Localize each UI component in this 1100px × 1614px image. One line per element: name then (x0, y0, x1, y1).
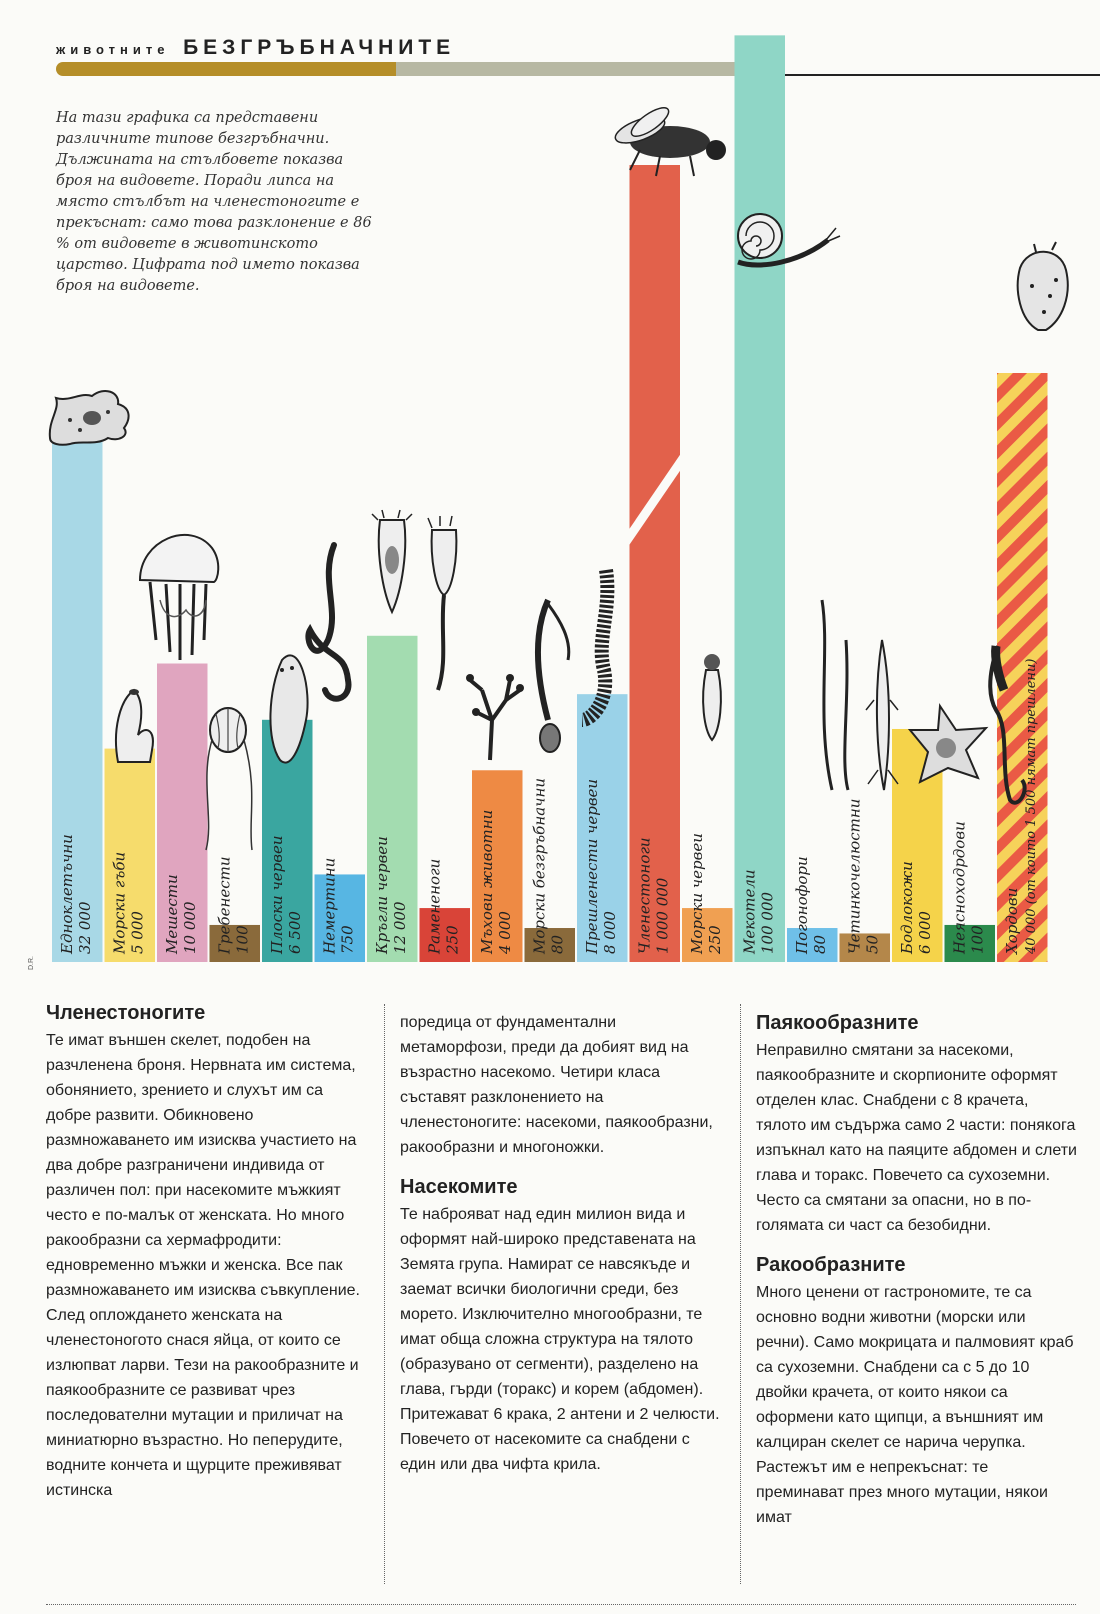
text-column-1 (46, 1000, 368, 1517)
value-label-0: 32 000 (76, 901, 94, 954)
brachiopod-icon (428, 516, 456, 690)
category-label-18: Хордови (1003, 887, 1021, 954)
jellyfish-icon (140, 535, 218, 660)
category-label-6: Кръгли червеи (373, 836, 391, 954)
sponge-icon (116, 689, 153, 762)
category-label-7: Рамененоги (425, 858, 444, 954)
image-credit: D.R. (28, 956, 35, 970)
category-label-5: Немертини (320, 857, 339, 954)
section-label: животните (56, 42, 170, 57)
bar-18 (997, 373, 1048, 962)
category-label-0: Едноклетъчни (58, 834, 76, 954)
text-column-3 (756, 1010, 1078, 1544)
tunicate-icon (1018, 242, 1068, 330)
category-label-16: Бодлокожи (898, 861, 916, 954)
hemichordate-icon (538, 600, 569, 752)
crustaceans-text: Много ценени от гастрономите, те са основно водни животни (морски или речни). Само мокрицата и палмовият краб са сухоземни. Снабдени са с 5 до 10 двойки крачета, от които някои са оформени като щипци, а външният им калциран скелет се нарича черупка. Растежът им е непрекъснат: те преминават през много мутации, някои имат (756, 1284, 1074, 1526)
crustaceans-title: Ракообразните (756, 1254, 906, 1276)
value-label-13: 100 000 (758, 891, 777, 954)
column-divider-2 (740, 1004, 741, 1584)
bar-13 (735, 35, 786, 962)
insects-title: Насекомите (400, 1176, 518, 1198)
snail-icon (738, 214, 840, 265)
pogonophore-icon (822, 600, 848, 790)
value-label-7: 250 (443, 925, 462, 954)
chart-intro: На тази графика са представени различните типове безгръбначни. Дължината на стълбовете показва броя на видовете. Поради липса на място стълбът на членестоногите е прекъснат: само това разклонение е 86 % от видовете в животинското царство. Цифрата под името показва броя на видовете. (56, 110, 372, 294)
nemertine-icon (308, 545, 348, 699)
amoeba-icon (50, 391, 129, 445)
category-label-8: Мъхови животни (478, 809, 496, 954)
category-label-9: Морски безгръбначни (530, 777, 549, 954)
category-label-14: Погонофори (793, 856, 811, 954)
value-label-2: 10 000 (181, 901, 199, 954)
category-label-12: Морски червеи (688, 833, 706, 954)
value-label-10: 8 000 (601, 911, 619, 954)
category-label-13: Мекотели (740, 869, 759, 954)
ctenophore-icon (206, 708, 252, 850)
rotifer-icon (372, 510, 412, 612)
arachnids-text: Неправилно смятани за насекоми, паякообразните и скорпионите оформят отделен клас. Снабдени с 8 крачета, тялото им съдържа само 2 части: понякога изпъкнал като на паяците абдомен и слети глава и торакс. Повечето са сухоземни. Често са смятани за опасни, но в по-голямата си част са безобидни. (756, 1042, 1077, 1234)
value-label-6: 12 000 (391, 901, 409, 954)
category-label-3: Гребенести (215, 856, 234, 954)
sipunculid-icon (703, 654, 721, 740)
category-label-11: Членестоноги (635, 837, 654, 954)
value-label-9: 80 (548, 934, 567, 954)
value-label-16: 6 000 (916, 911, 934, 954)
bryozoan-icon (466, 674, 524, 760)
footer-rule (46, 1604, 1076, 1605)
category-label-2: Мешести (163, 874, 181, 954)
value-label-15: 50 (863, 934, 882, 954)
value-label-8: 4 000 (496, 911, 514, 954)
insects-text: Те наброяват над един милион вида и оформят най-широко представената на Земята група. Намират се навсякъде и заемат всички биологични среди, без морето. Изключително многообразни, те имат обща сложна структура на тялото (образувано от сегменти), разделено на глава, гърди (торакс) и корем (абдомен). Притежават 6 крака, 2 антени и 2 челюсти. Повечето от насекомите са снабдени с един или два чифта крила. (400, 1206, 720, 1473)
category-label-17: Неясноходрдови (950, 821, 969, 954)
value-label-18: 40 000 (от които 1 500 нямат прешлени) (1024, 658, 1039, 954)
category-label-10: Прешленести червеи (583, 778, 601, 954)
arthropods-text-cont: поредица от фундаментални метаморфози, преди да добият вид на възрастно насекомо. Четири класа съставят разклонението на членестоногите: насекоми, паякообразни, ракообразни и многоножки. (400, 1014, 713, 1156)
arthropods-title: Членестоногите (46, 1002, 206, 1024)
text-column-2 (400, 1010, 720, 1491)
value-label-11: 1 000 000 (653, 877, 672, 954)
arachnids-title: Паякообразните (756, 1012, 919, 1034)
category-label-1: Морски гъби (110, 851, 129, 954)
value-label-12: 250 (706, 925, 724, 954)
value-label-4: 6 500 (286, 911, 304, 954)
arthropods-text: Те имат външен скелет, подобен на разчленена броня. Нервната им система, обонянието, зрението и слухът им са добре развити. Обикновено размножаването им изисква участието на два добре разграничени индивида от различен пол: при насекомите мъжкият често е по-малък от женската. Но много ракообразни са хермафродити: едновременно мъжки и женска. Все пак размножаването им изисква съвкупление. След оплождането женската на членестоногото снася яйца, от които се излюпват ларви. Тези на ракообразните и паякообразните се развиват чрез последователни мутации и приличат на миниатюрно възрастно. Но пеперудите, водните кончета и щурците преживяват истинска (46, 1032, 360, 1499)
value-label-17: 100 (968, 925, 987, 954)
column-divider-1 (384, 1004, 385, 1584)
page-title: БЕЗГРЪБНАЧНИТЕ (183, 36, 456, 59)
category-label-4: Плоски червеи (268, 835, 286, 954)
value-label-3: 100 (233, 925, 252, 954)
value-label-5: 750 (338, 925, 357, 954)
value-label-1: 5 000 (128, 911, 147, 954)
value-label-14: 80 (811, 934, 829, 954)
category-label-15: Четинкочелюстни (845, 798, 864, 954)
